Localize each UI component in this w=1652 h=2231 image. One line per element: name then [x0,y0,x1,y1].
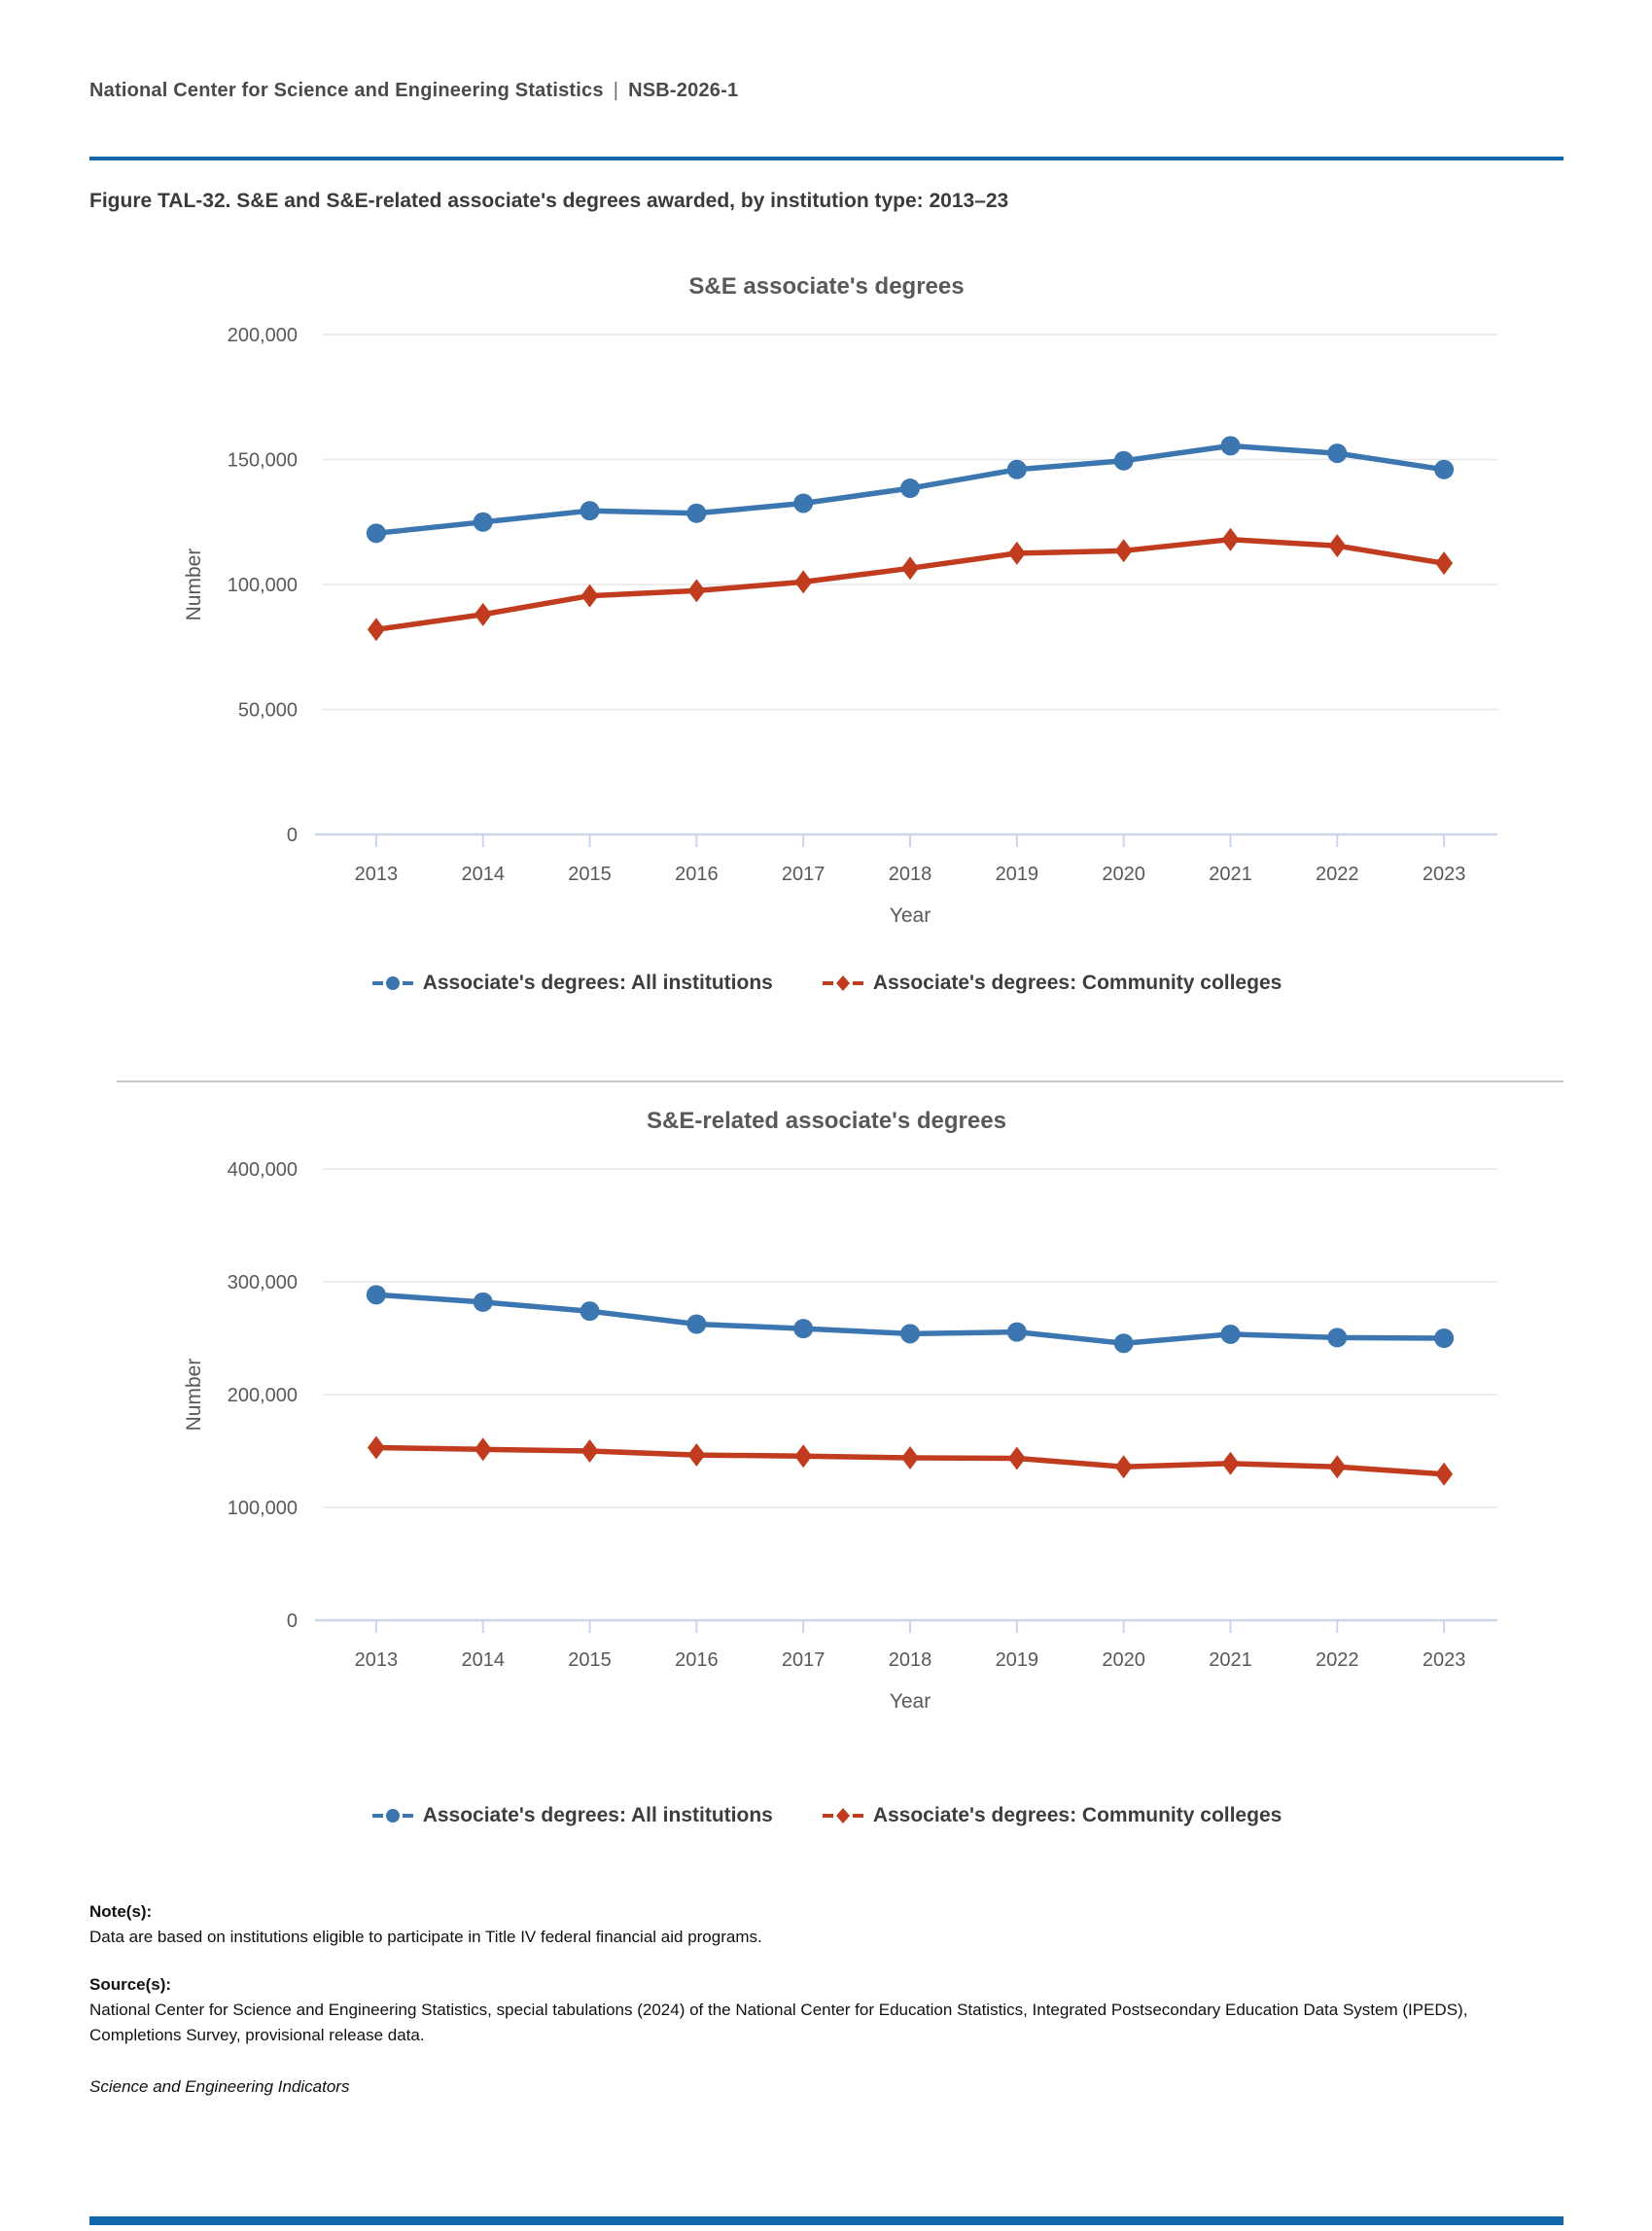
data-point [1328,1455,1346,1478]
data-point [474,1293,493,1312]
chart-block-sne-related [89,1108,1564,1827]
legend-item-all-institutions [371,972,773,995]
data-point [475,603,492,626]
header-rule [89,157,1564,160]
note-text: Data are based on institutions eligible to participate in Title IV federal financial aid programs. [89,1928,762,1947]
data-point [793,1319,813,1338]
data-point [367,523,386,543]
sne-associates-line-chart [136,301,1517,972]
line-diamond-marker-icon [822,1805,864,1826]
data-point [793,493,813,513]
data-point [580,1301,600,1321]
svg-text:2015: 2015 [568,1649,612,1671]
data-point [367,1285,386,1304]
data-point [686,1315,706,1334]
gridlines [315,335,1497,834]
data-point [1435,1463,1453,1486]
line-circle-marker-icon [371,973,414,994]
data-point [794,1444,812,1468]
svg-text:2018: 2018 [888,864,932,885]
data-point [1434,1328,1454,1348]
svg-text:2021: 2021 [1209,1649,1252,1671]
data-point [687,579,705,602]
svg-text:400,000: 400,000 [227,1159,298,1181]
x-axis-title: Year [889,1690,931,1713]
legend-item-community-colleges [822,1804,1282,1827]
svg-text:2013: 2013 [354,864,399,885]
line-circle-marker-icon [371,1805,414,1826]
source-label: Source(s): [89,1974,172,1994]
data-point [581,584,599,608]
svg-text:2014: 2014 [461,1649,505,1671]
data-point [1220,1325,1240,1344]
svg-text:2013: 2013 [354,1649,399,1671]
masthead [89,80,1564,102]
svg-text:2015: 2015 [568,864,612,885]
svg-text:2020: 2020 [1102,864,1145,885]
svg-text:0: 0 [286,825,298,846]
data-point [581,1439,599,1463]
source-text: National Center for Science and Engineering Statistics, special tabulations (2024) of the National Center for Education Statistics, Integrated Postsecondary Education Data System (IPEDS), Completions Survey, provisional release data. [89,2001,1468,2045]
svg-text:2019: 2019 [995,864,1039,885]
svg-text:2014: 2014 [461,864,505,885]
svg-text:150,000: 150,000 [227,449,298,472]
data-point [1114,451,1134,471]
svg-text:200,000: 200,000 [227,1385,298,1406]
figure-title: Figure TAL-32. S&E and S&E-related associate's degrees awarded, by institution type: 2013–23 [89,190,1009,212]
data-point [368,1436,385,1460]
chart2-legend [136,1804,1517,1827]
data-point [1434,460,1454,479]
y-axis-tick-labels [228,325,298,846]
data-point [1008,1447,1026,1470]
svg-text:2020: 2020 [1102,1649,1145,1671]
data-point [1221,1452,1239,1475]
svg-text:2018: 2018 [888,1649,932,1671]
data-point [475,1437,492,1461]
data-point [580,501,600,520]
gridlines [315,1169,1497,1620]
source-block [89,1972,1564,2049]
data-point [901,556,919,580]
x-axis-ticks [376,834,1444,847]
data-point [368,618,385,641]
y-axis-title: Number [183,548,205,621]
org-name: National Center for Science and Engineering Statistics [89,80,604,101]
data-point [474,513,493,532]
chart-block-sne [89,273,1564,995]
svg-text:2023: 2023 [1422,864,1466,885]
data-point [1007,460,1027,479]
note-label: Note(s): [89,1902,153,1921]
svg-text:2022: 2022 [1316,1649,1359,1671]
data-point [686,504,706,523]
chart1-legend [136,972,1517,995]
x-axis-title: Year [889,904,931,927]
data-point [1328,534,1346,557]
svg-text:2016: 2016 [675,864,719,885]
data-point [901,1446,919,1470]
data-point [1220,436,1240,455]
legend-label: Associate's degrees: All institutions [422,972,773,994]
x-axis-ticks [376,1620,1444,1633]
svg-text:2023: 2023 [1422,1649,1466,1671]
notes-section [89,1899,1564,2100]
data-point [1327,443,1347,463]
legend-label: Associate's degrees: All institutions [422,1804,773,1826]
svg-text:2019: 2019 [995,1649,1039,1671]
y-axis-tick-labels [228,1159,298,1632]
series-all-institutions [367,1285,1454,1353]
y-axis-title: Number [183,1358,205,1432]
footer-rule [89,2216,1564,2225]
data-point [1115,539,1133,562]
data-point [900,478,920,498]
line-diamond-marker-icon [822,973,864,994]
data-point [1007,1323,1027,1342]
sne-related-associates-line-chart [136,1135,1517,1757]
section-divider [117,1080,1564,1082]
chart2-title: S&E-related associate's degrees [647,1108,1006,1134]
svg-text:100,000: 100,000 [227,575,298,596]
series-community-colleges [368,1436,1453,1486]
data-point [900,1324,920,1343]
separator-pipe: | [613,80,619,101]
data-point [1008,542,1026,565]
svg-text:2017: 2017 [781,1649,826,1671]
data-point [1221,528,1239,551]
svg-text:200,000: 200,000 [227,325,298,346]
svg-text:2022: 2022 [1316,864,1359,885]
svg-text:2021: 2021 [1209,864,1252,885]
svg-text:2016: 2016 [675,1649,719,1671]
data-point [687,1443,705,1467]
indicators-credit: Science and Engineering Indicators [89,2076,350,2096]
series-all-institutions [367,436,1454,543]
data-point [794,570,812,593]
svg-text:2017: 2017 [781,864,826,885]
svg-text:0: 0 [286,1611,298,1632]
chart1-title: S&E associate's degrees [688,273,965,300]
note-block [89,1899,1564,1951]
legend-label: Associate's degrees: Community colleges [872,1804,1283,1826]
x-axis-tick-labels [355,864,1466,885]
data-point [1435,551,1453,575]
legend-item-all-institutions [371,1804,773,1827]
legend-label: Associate's degrees: Community colleges [872,972,1283,994]
data-point [1327,1328,1347,1347]
data-point [1114,1333,1134,1353]
legend-item-community-colleges [822,972,1282,995]
data-point [1115,1455,1133,1478]
svg-text:100,000: 100,000 [227,1498,298,1519]
x-axis-tick-labels [355,1649,1466,1671]
svg-text:300,000: 300,000 [227,1272,298,1293]
report-id: NSB-2026-1 [628,80,739,101]
svg-text:50,000: 50,000 [237,699,298,722]
